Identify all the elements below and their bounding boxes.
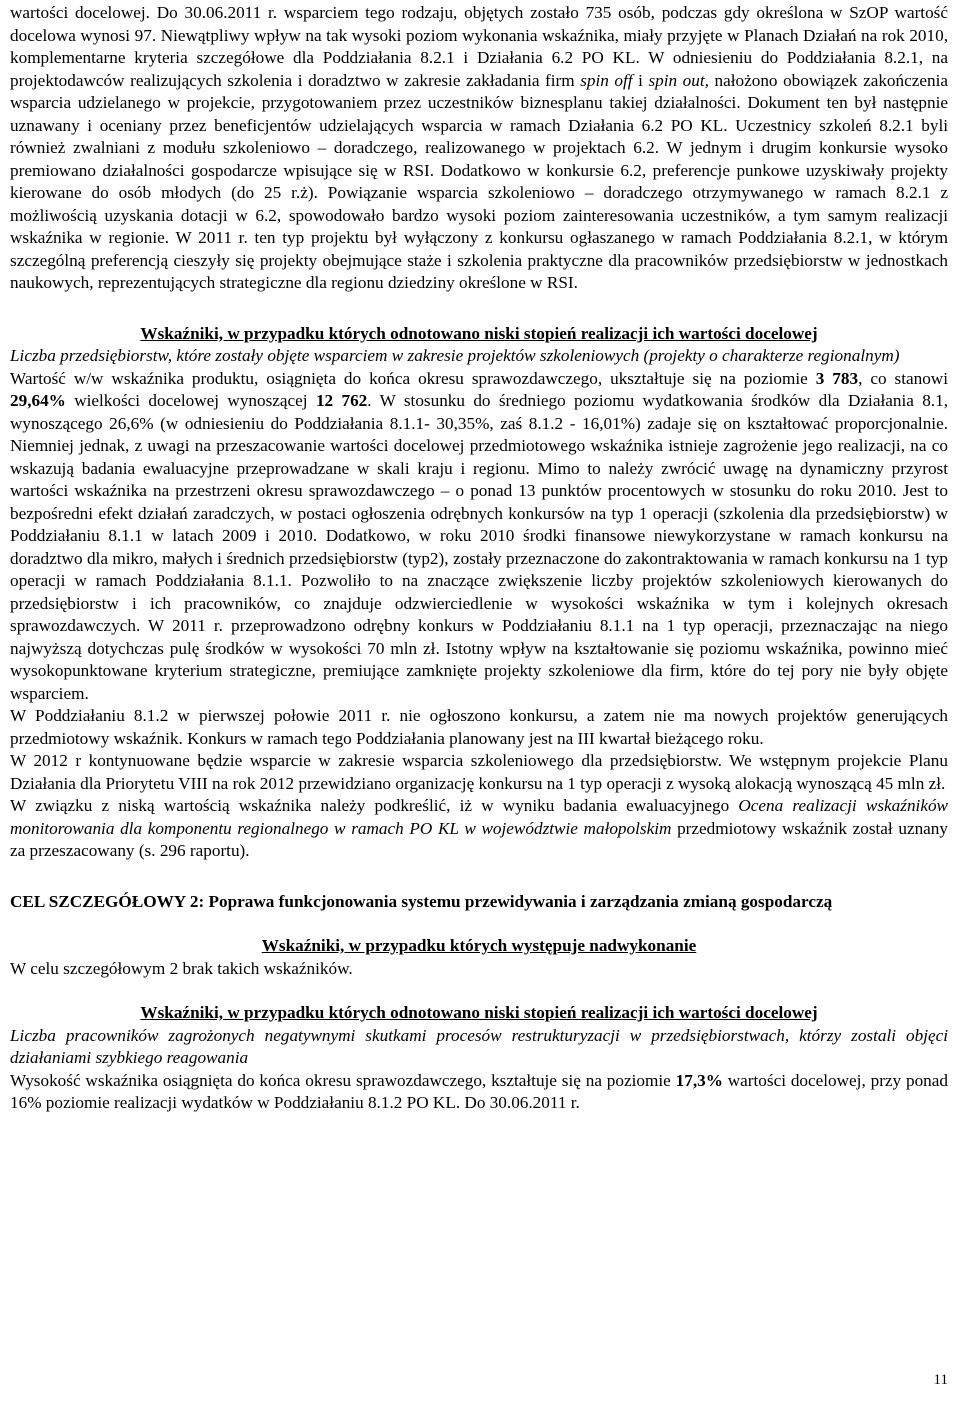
text-segment: wartości docelowej, przy ponad 16% poziomie realizacji wydatków w Poddziałaniu 8.1.2 PO KL. Do 30.06.2011 r. — [10, 1070, 948, 1112]
section-heading-overperformance: Wskaźniki, w przypadku których występuje nadwykonanie — [261, 936, 697, 955]
value-target: 12 762 — [315, 391, 368, 410]
report-title: Ocena realizacji wskaźników monitorowania dla komponentu regionalnego w ramach PO KL w województwie małopolskim — [10, 796, 948, 838]
paragraph-no-indicators: W celu szczegółowym 2 brak takich wskaźników. — [10, 958, 353, 978]
text-segment: . W stosunku do średniego poziomu wydatkowania środków dla Działania 8.1, wynoszącego 26,6% (w odniesieniu do Poddziałania 8.1.1- 30,35%, zaś 8.1.2 - 16,01%) zadaje się on kształtować proporcjonalnie. Niemniej jednak, z uwagi na przeszacowanie wartości docelowej przedmiotowego wskaźnika istnieje zagrożenie jego realizacji, na co wskazują badania ewaluacyjne przeprowadzane w skali kraju i regionu. Mimo to należy zwrócić uwagę na dynamiczny przyrost wartości wskaźnika na przestrzeni okresu sprawozdawczego – o ponad 13 punktów procentowych w stosunku do roku 2010. Jest to bezpośredni efekt działań zaradczych, w postaci ogłoszenia odrębnych konkursów na typ 1 operacji (szkolenia dla przedsiębiorstw) w Poddziałaniu 8.1.1 w latach 2009 i 2010. Dodatkowo, w roku 2010 środki finansowe niewykorzystane w ramach konkursu na doradztwo dla mikro, małych i średnich przedsiębiorstw (typ2), zostały przeznaczone do zakontraktowania w ramach konkursu na 1 typ operacji w ramach Poddziałania 8.1.1. Pozwoliło to na znaczące zwiększenie liczby projektów szkoleniowych kierowanych do przedsiębiorstw i ich pracowników, co znajduje odzwierciedlenie w wysokości wskaźnika w tym i kolejnych okresach sprawozdawczych. W 2011 r. przeprowadzono odrębny konkurs w Poddziałaniu 8.1.1 na 1 typ operacji, przeznaczając na niego najwyższą dotychczas pulę środków w wysokości 70 mln zł. Istotny wpływ na kształtowanie się poziomu wskaźnika, powinno mieć wysokopunktowane kryterium strategiczne, premiujące zamknięte projekty szkoleniowe dla firm, które do tej pory nie były objęte wsparciem. — [10, 391, 948, 703]
section-heading-low-realization-2: Wskaźniki, w przypadku których odnotowano niski stopień realizacji ich wartości docelowej — [140, 1003, 818, 1022]
text-segment: przedmiotowy wskaźnik został uznany za przeszacowany (s. 296 raportu). — [10, 818, 948, 860]
paragraph-2012: W 2012 r kontynuowane będzie wsparcie w zakresie wsparcia szkoleniowego dla przedsiębiorstw. We wstępnym projekcie Planu Działania dla Priorytetu VIII na rok 2012 przewidziano organizację konkursu na 1 typ operacji z wysoką alokacją wynoszącą 45 mln zł. — [10, 751, 948, 793]
paragraph-evaluation — [10, 795, 948, 863]
page-number: 11 — [933, 1372, 948, 1388]
document-page — [10, 0, 948, 1115]
value-percent: 29,64% — [10, 391, 66, 410]
section-heading-low-realization-1: Wskaźniki, w przypadku których odnotowano niski stopień realizacji ich wartości docelowej — [140, 323, 818, 343]
text-segment: Wysokość wskaźnika osiągnięta do końca okresu sprawozdawczego, kształtuje się na poziomie — [10, 1070, 676, 1090]
paragraph-812: W Poddziałaniu 8.1.2 w pierwszej połowie 2011 r. nie ogłoszono konkursu, a zatem nie ma nowych projektów generujących przedmiotowy wskaźnik. Konkurs w ramach tego Poddziałania planowany jest na III kwartał bieżącego roku. — [10, 706, 948, 748]
paragraph-intro-text: wartości docelowej. Do 30.06.2011 r. wsparciem tego rodzaju, objętych zostało 735 osób, podczas gdy określona w SzOP wartość docelowa wynosi 97. Niewątpliwy wpływ na tak wysoki poziom wykonania wskaźnika, miały przyjęte w Planach Działań na rok 2010, komplementarne kryteria szczegółowe dla Poddziałania 8.2.1 i Działania 6.2 PO KL. W odniesieniu do Poddziałania 8.2.1, na projektodawców realizujących szkolenia i doradztwo w zakresie zakładania firm — [10, 3, 948, 90]
conjunction: i — [632, 70, 649, 90]
paragraph-indicator-2 — [10, 1070, 948, 1115]
term-spin-out: spin out, — [648, 70, 709, 90]
paragraph-indicator-1 — [10, 368, 948, 706]
paragraph-intro-rest: nałożono obowiązek zakończenia wsparcia udzielanego w projekcie, przygotowaniem przez uczestników biznesplanu takiej działalności. Dokument ten był następnie uznawany i oceniany przez beneficjentów udzielających wsparcia w ramach Działania 6.2 PO KL. Uczestnicy szkoleń 8.2.1 byli również zwalniani z modułu szkoleniowo – doradczego, realizowanego w projektach 6.2. W jednym i drugim konkursie wysoko premiowano działalności gospodarcze wpisujące się w RSI. Dodatkowo w konkursie 6.2, preferencje punkowe uzyskiwały projekty kierowane do osób młodych (do 25 r.ż). Powiązanie wsparcia szkoleniowo – doradczego otrzymywanego w ramach 8.2.1 z możliwością uzyskania dotacji w 6.2, spowodowało bardzo wysoki poziom zainteresowania uczestników, a tym samym realizacji wskaźnika w regionie. W 2011 r. ten typ projektu był wyłączony z konkursu ogłaszanego w ramach Poddziałania 8.2.1, w którym szczególną preferencją cieszyły się projekty obejmujące staże i szkolenia praktyczne dla pracowników przedsiębiorstw w jednostkach naukowych, reprezentujących strategiczne dla regionu dziedziny określone w RSI. — [10, 70, 949, 292]
text-segment: W związku z niską wartością wskaźnika należy podkreślić, iż w wyniku badania ewaluacyjnego — [10, 796, 739, 815]
paragraph-intro — [10, 2, 948, 295]
indicator-name-1: Liczba przedsiębiorstw, które zostały objęte wsparciem w zakresie projektów szkoleniowych (projekty o charakterze regionalnym) — [10, 346, 900, 365]
value-percent: 17,3% — [675, 1070, 723, 1090]
text-segment: wielkości docelowej wynoszącej — [65, 391, 316, 410]
term-spin-off: spin off — [580, 70, 633, 90]
value-achieved: 3 783 — [815, 368, 859, 388]
text-segment: , co stanowi — [858, 368, 948, 388]
objective-heading-2: CEL SZCZEGÓŁOWY 2: Poprawa funkcjonowania systemu przewidywania i zarządzania zmianą gospodarczą — [10, 891, 833, 911]
indicator-name-2: Liczba pracowników zagrożonych negatywnymi skutkami procesów restrukturyzacji w przedsiębiorstwach, którzy zostali objęci działaniami szybkiego reagowania — [10, 1025, 948, 1067]
text-segment: Wartość w/w wskaźnika produktu, osiągnięta do końca okresu sprawozdawczego, ukształtuje się na poziomie — [10, 368, 816, 388]
